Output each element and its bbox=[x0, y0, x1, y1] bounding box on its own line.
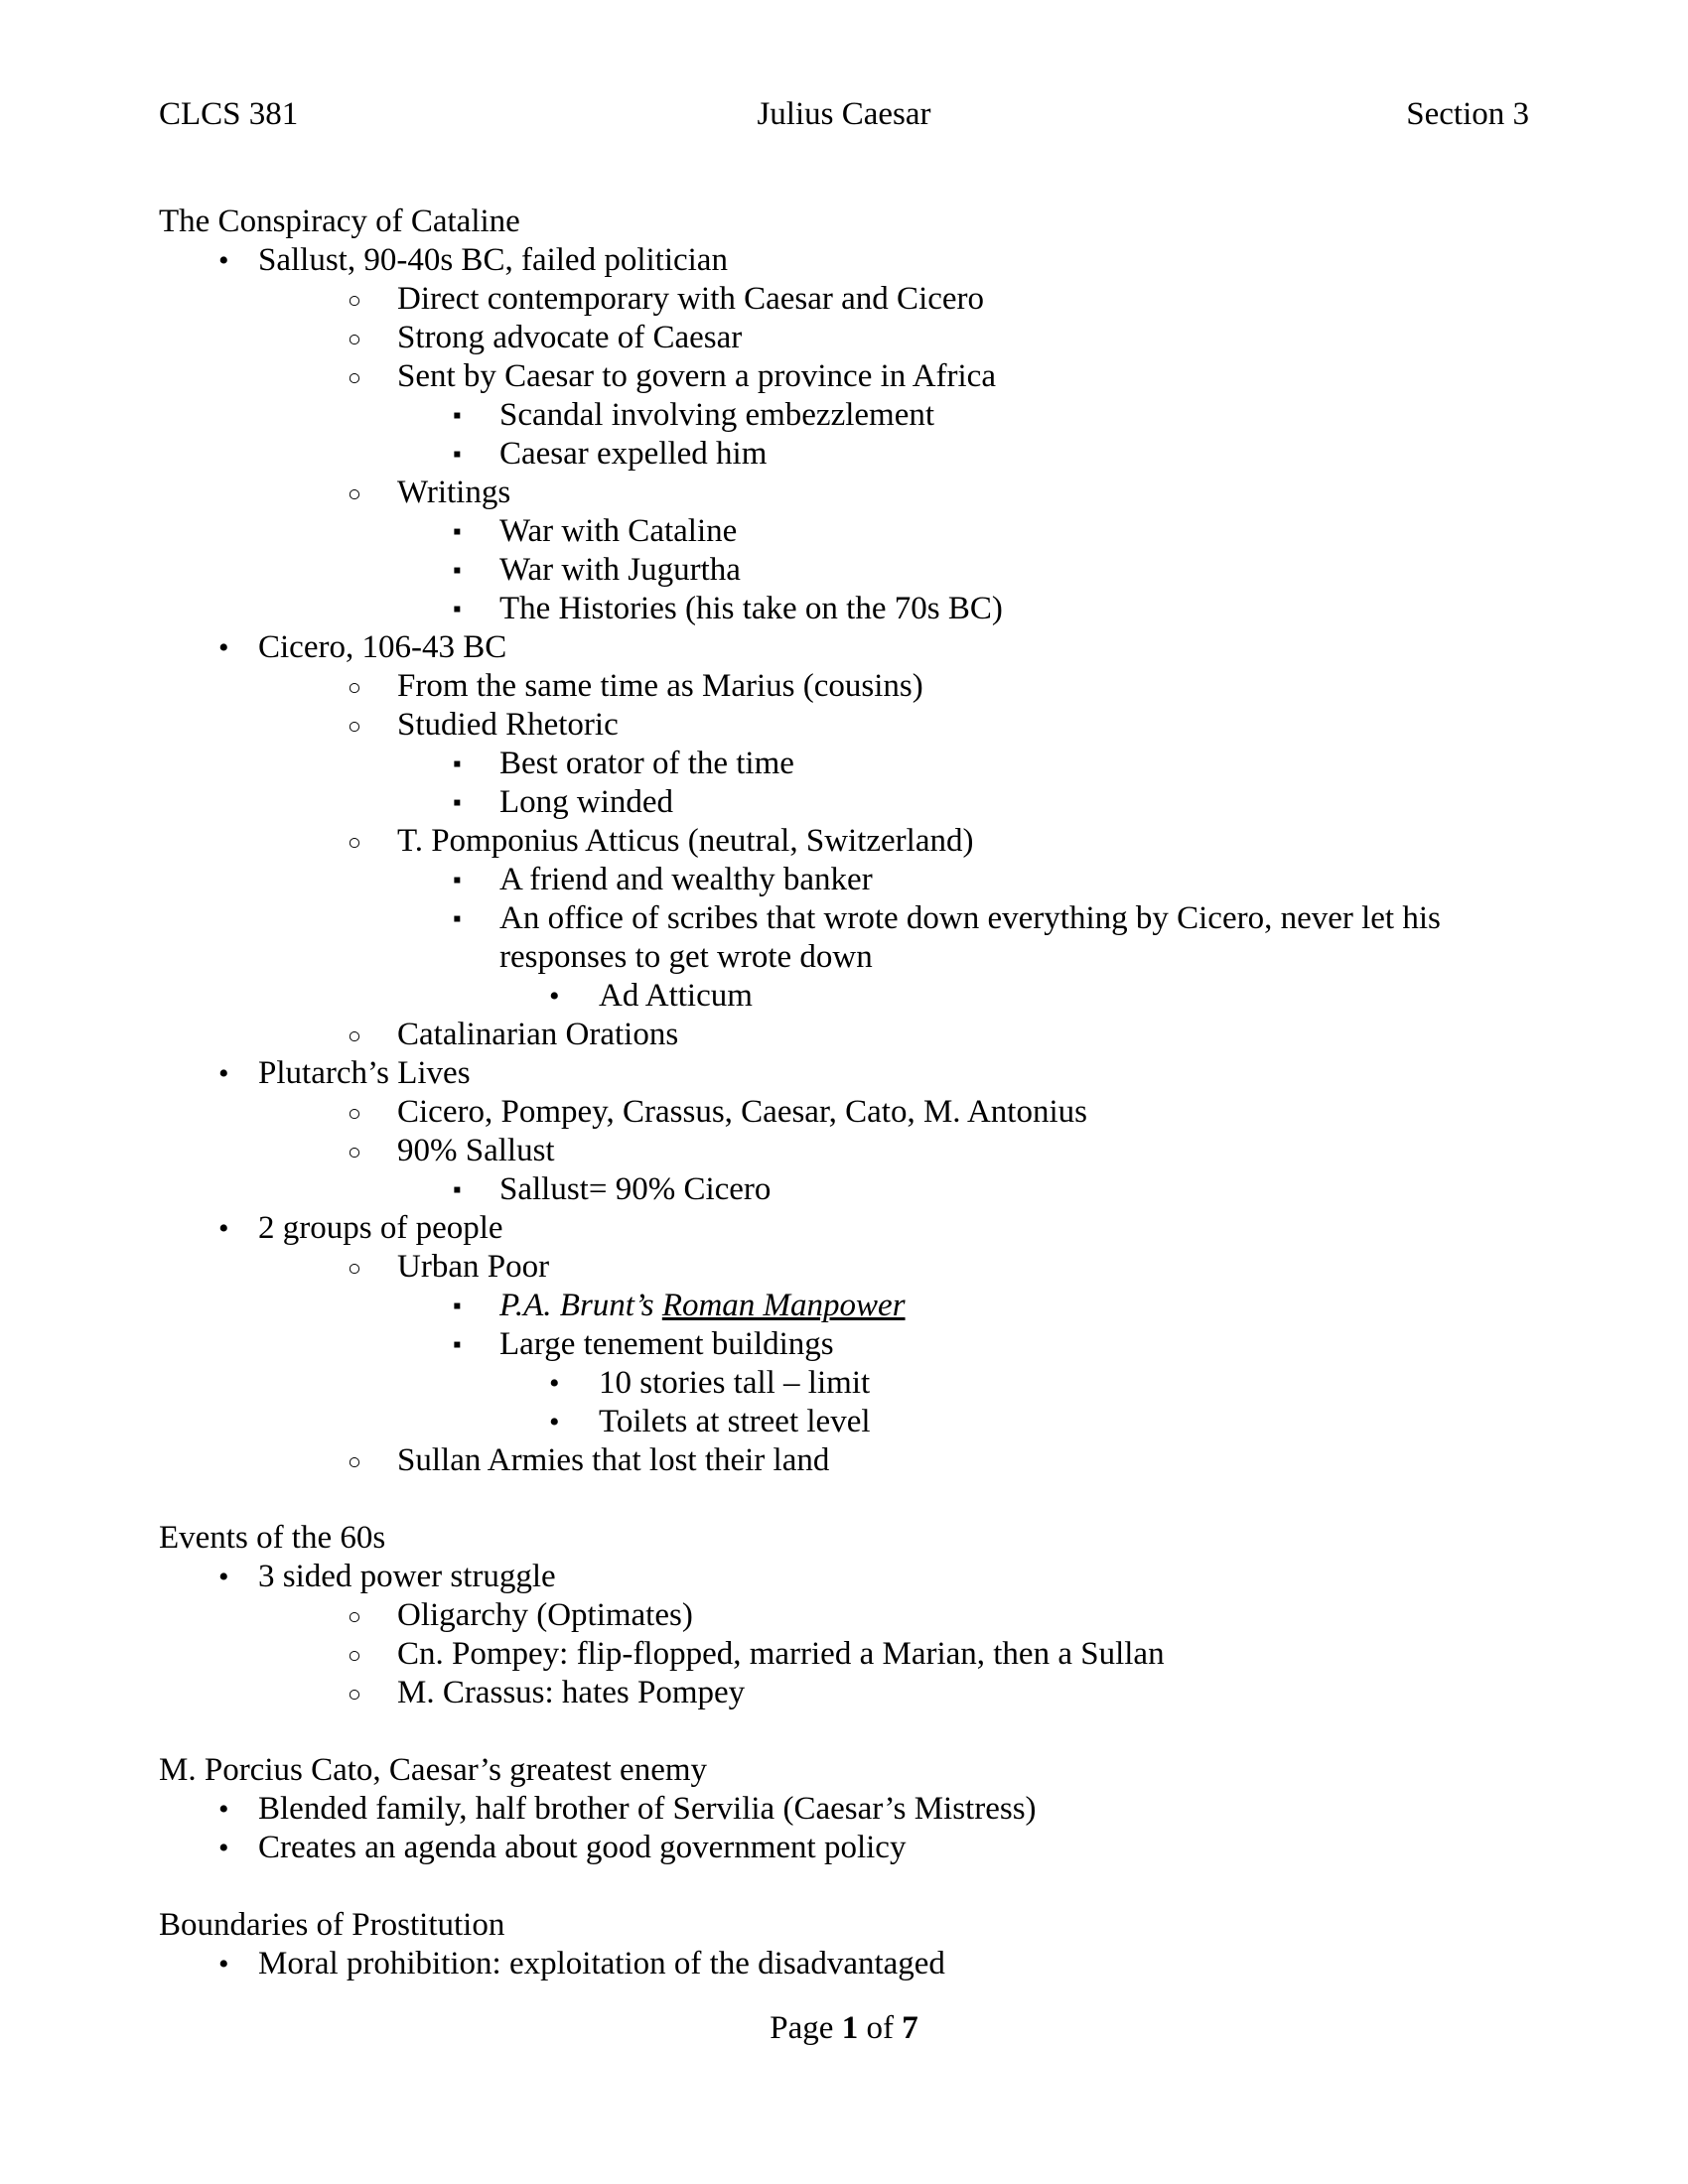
footer-total-pages: 7 bbox=[902, 2010, 918, 2046]
list-item-text: Strong advocate of Caesar bbox=[397, 320, 743, 355]
list-item bbox=[159, 1829, 1531, 1867]
list-item bbox=[159, 241, 1531, 280]
square-bullet-icon: ▪ bbox=[453, 558, 462, 584]
list-item-text: P.A. Brunt’s Roman Manpower bbox=[499, 1288, 906, 1323]
note-section bbox=[159, 1906, 1531, 1983]
list-item-text: T. Pomponius Atticus (neutral, Switzerland) bbox=[397, 823, 974, 859]
disc-bullet-icon: • bbox=[218, 1948, 229, 1980]
disc-bullet-icon: • bbox=[218, 244, 229, 277]
list-item bbox=[159, 1441, 1531, 1480]
list-item-text: Catalinarian Orations bbox=[397, 1017, 679, 1052]
list-item-text: An office of scribes that wrote down everything by Cicero, never let his responses to get wrote down bbox=[499, 900, 1441, 975]
list-item-text: Cicero, Pompey, Crassus, Caesar, Cato, M. Antonius bbox=[397, 1094, 1087, 1130]
list-item-text: Long winded bbox=[499, 784, 674, 820]
list-item bbox=[159, 1364, 1531, 1403]
list-item bbox=[159, 1635, 1531, 1674]
list-item bbox=[159, 977, 1531, 1016]
circle-bullet-icon: ○ bbox=[348, 365, 361, 390]
list-item-text: Sent by Caesar to govern a province in Africa bbox=[397, 358, 996, 394]
note-section bbox=[159, 1751, 1531, 1867]
disc-bullet-icon: • bbox=[218, 1212, 229, 1245]
list-item-text: From the same time as Marius (cousins) bbox=[397, 668, 923, 704]
list-item bbox=[159, 667, 1531, 706]
footer-of-label: of bbox=[858, 2010, 903, 2046]
list-item-text: War with Jugurtha bbox=[499, 552, 741, 588]
section-title: The Conspiracy of Cataline bbox=[159, 204, 520, 239]
section-title: M. Porcius Cato, Caesar’s greatest enemy bbox=[159, 1752, 708, 1788]
list-item bbox=[159, 1403, 1531, 1441]
list-item-text: Toilets at street level bbox=[599, 1404, 871, 1439]
list-item bbox=[159, 1325, 1531, 1364]
list-item-text: M. Crassus: hates Pompey bbox=[397, 1675, 746, 1710]
disc-bullet-icon: • bbox=[549, 1406, 560, 1438]
square-bullet-icon: ▪ bbox=[453, 519, 462, 545]
square-bullet-icon: ▪ bbox=[453, 868, 462, 893]
list-item bbox=[159, 512, 1531, 551]
list-item-text: Blended family, half brother of Servilia (Caesar’s Mistress) bbox=[258, 1791, 1037, 1827]
square-bullet-icon: ▪ bbox=[453, 1177, 462, 1203]
list-item-text: 90% Sallust bbox=[397, 1133, 555, 1168]
list-item bbox=[159, 1674, 1531, 1712]
disc-bullet-icon: • bbox=[218, 1057, 229, 1090]
list-item-text: 3 sided power struggle bbox=[258, 1559, 556, 1594]
list-item-text: Sallust, 90-40s BC, failed politician bbox=[258, 242, 728, 278]
list-item bbox=[159, 706, 1531, 745]
disc-bullet-icon: • bbox=[218, 1793, 229, 1826]
disc-bullet-icon: • bbox=[549, 980, 560, 1013]
list-item bbox=[159, 396, 1531, 435]
list-item bbox=[159, 1790, 1531, 1829]
square-bullet-icon: ▪ bbox=[453, 1294, 462, 1319]
list-item bbox=[159, 1132, 1531, 1170]
section-title: Boundaries of Prostitution bbox=[159, 1907, 505, 1943]
disc-bullet-icon: • bbox=[218, 1561, 229, 1593]
list-item-text: 10 stories tall – limit bbox=[599, 1365, 871, 1401]
list-item bbox=[159, 357, 1531, 396]
list-item-text: Plutarch’s Lives bbox=[258, 1055, 471, 1091]
list-item bbox=[159, 319, 1531, 357]
header-section: Section 3 bbox=[1406, 96, 1529, 132]
list-item-text: Large tenement buildings bbox=[499, 1326, 834, 1362]
list-item-text: Direct contemporary with Caesar and Cicero bbox=[397, 281, 985, 317]
list-item bbox=[159, 280, 1531, 319]
list-item-text: Studied Rhetoric bbox=[397, 707, 619, 743]
circle-bullet-icon: ○ bbox=[348, 1604, 361, 1629]
circle-bullet-icon: ○ bbox=[348, 481, 361, 506]
square-bullet-icon: ▪ bbox=[453, 1332, 462, 1358]
header-course-code: CLCS 381 bbox=[159, 96, 299, 132]
list-item-text: Caesar expelled him bbox=[499, 436, 768, 472]
list-item-text: Creates an agenda about good government policy bbox=[258, 1830, 907, 1865]
list-item-text: Sallust= 90% Cicero bbox=[499, 1171, 772, 1207]
list-item bbox=[159, 1209, 1531, 1248]
list-item bbox=[159, 1054, 1531, 1093]
circle-bullet-icon: ○ bbox=[348, 1101, 361, 1126]
list-item bbox=[159, 1170, 1531, 1209]
circle-bullet-icon: ○ bbox=[348, 830, 361, 855]
list-item bbox=[159, 1945, 1531, 1983]
list-item-text: 2 groups of people bbox=[258, 1210, 503, 1246]
circle-bullet-icon: ○ bbox=[348, 1024, 361, 1048]
circle-bullet-icon: ○ bbox=[348, 327, 361, 351]
note-section bbox=[159, 1519, 1531, 1712]
circle-bullet-icon: ○ bbox=[348, 1140, 361, 1164]
list-item-text: Oligarchy (Optimates) bbox=[397, 1597, 693, 1633]
list-item bbox=[159, 1248, 1531, 1287]
circle-bullet-icon: ○ bbox=[348, 1643, 361, 1668]
list-item bbox=[159, 783, 1531, 822]
circle-bullet-icon: ○ bbox=[348, 1449, 361, 1474]
list-item-text: Cn. Pompey: flip-flopped, married a Marian, then a Sullan bbox=[397, 1636, 1165, 1672]
list-item bbox=[159, 590, 1531, 628]
list-item bbox=[159, 435, 1531, 474]
footer-page-label: Page bbox=[770, 2010, 842, 2046]
list-item-text: Ad Atticum bbox=[599, 978, 753, 1014]
square-bullet-icon: ▪ bbox=[453, 790, 462, 816]
page-footer bbox=[0, 2009, 1688, 2048]
list-item bbox=[159, 551, 1531, 590]
list-item-text: Scandal involving embezzlement bbox=[499, 397, 935, 433]
list-item-text: Cicero, 106-43 BC bbox=[258, 629, 507, 665]
disc-bullet-icon: • bbox=[218, 631, 229, 664]
list-item bbox=[159, 1287, 1531, 1325]
list-item-text: A friend and wealthy banker bbox=[499, 862, 873, 897]
disc-bullet-icon: • bbox=[549, 1367, 560, 1400]
list-item bbox=[159, 899, 1531, 977]
footer-page-number: 1 bbox=[841, 2010, 859, 2046]
circle-bullet-icon: ○ bbox=[348, 288, 361, 313]
square-bullet-icon: ▪ bbox=[453, 906, 462, 932]
list-item-text: Urban Poor bbox=[397, 1249, 550, 1285]
disc-bullet-icon: • bbox=[218, 1832, 229, 1864]
list-item-text: Sullan Armies that lost their land bbox=[397, 1442, 830, 1478]
circle-bullet-icon: ○ bbox=[348, 1256, 361, 1281]
page-header bbox=[159, 95, 1529, 134]
note-section bbox=[159, 203, 1531, 1480]
list-item-text: The Histories (his take on the 70s BC) bbox=[499, 591, 1003, 626]
list-item bbox=[159, 474, 1531, 512]
square-bullet-icon: ▪ bbox=[453, 597, 462, 622]
list-item bbox=[159, 861, 1531, 899]
list-item-text: War with Cataline bbox=[499, 513, 738, 549]
list-item bbox=[159, 822, 1531, 861]
document-body bbox=[159, 203, 1531, 1983]
list-item-text: Best orator of the time bbox=[499, 746, 794, 781]
list-item-text: Moral prohibition: exploitation of the disadvantaged bbox=[258, 1946, 945, 1981]
circle-bullet-icon: ○ bbox=[348, 675, 361, 700]
square-bullet-icon: ▪ bbox=[453, 442, 462, 468]
circle-bullet-icon: ○ bbox=[348, 714, 361, 739]
header-doc-title: Julius Caesar bbox=[757, 96, 931, 132]
list-item bbox=[159, 1016, 1531, 1054]
section-title: Events of the 60s bbox=[159, 1520, 386, 1556]
list-item bbox=[159, 745, 1531, 783]
list-item bbox=[159, 1093, 1531, 1132]
list-item bbox=[159, 1558, 1531, 1596]
square-bullet-icon: ▪ bbox=[453, 403, 462, 429]
square-bullet-icon: ▪ bbox=[453, 751, 462, 777]
list-item bbox=[159, 628, 1531, 667]
list-item bbox=[159, 1596, 1531, 1635]
list-item-text: Writings bbox=[397, 475, 511, 510]
circle-bullet-icon: ○ bbox=[348, 1682, 361, 1706]
